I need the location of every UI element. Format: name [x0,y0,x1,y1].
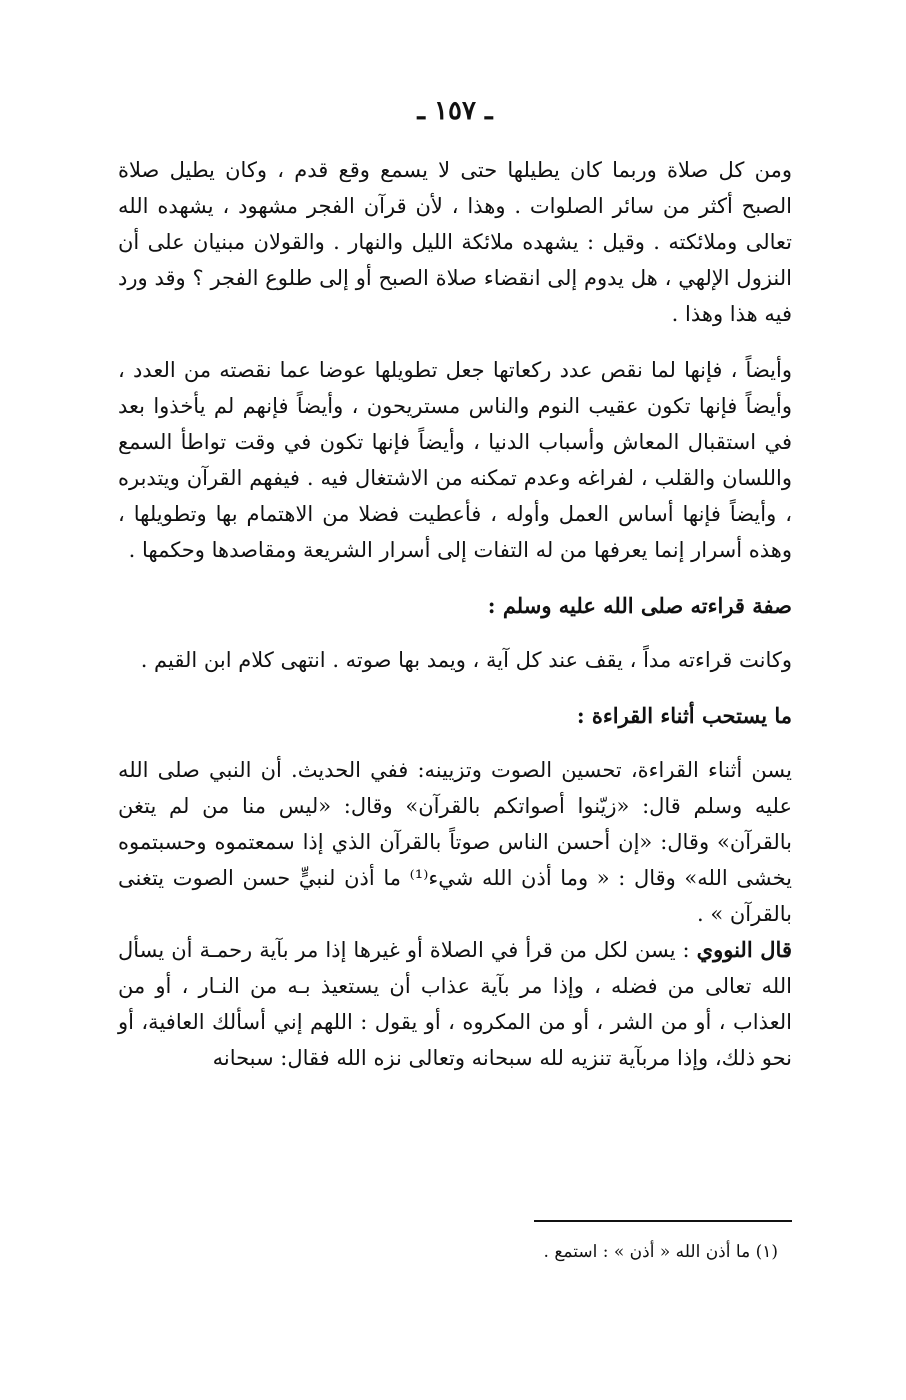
section-heading-recitation: صفة قراءته صلى الله عليه وسلم : [487,593,792,618]
page-number: ـ ١٥٧ ـ [417,96,493,126]
paragraph-reasons: وأيضاً ، فإنها لما نقص عدد ركعاتها جعل تطويلها عوضا عما نقصته من العدد ، وأيضاً فإنها تكون عقيب النوم والناس مستريحون ، وأيضاً فإنهم لم يأخذوا بعد في استقبال المعاش وأسباب الدنيا ، وأيضاً فإنها تكون في وقت تواطأ السمع واللسان والقلب ، لفراغه وعدم تمكنه من الاشتغال فيه . فيفهم القرآن ويتدبره ، وأيضاً فإنها أساس العمل وأوله ، فأعطيت فضلا من الاهتمام بها وتطويلها ، وهذه أسرار إنما يعرفها من له التفات إلى أسرار الشريعة ومقاصدها وحكمها . [118,358,792,562]
paragraph-nawawi [118,932,792,1076]
section-heading-recommended: ما يستحب أثناء القراءة : [576,703,792,728]
nawawi-lead: قال النووي [696,937,792,962]
footnote-divider [534,1220,792,1222]
footnote: (١) ما أذن الله « أذن » : استمع . [543,1242,778,1262]
paragraph-recitation: وكانت قراءته مداً ، يقف عند كل آية ، ويمد بها صوته . انتهى كلام ابن القيم . [140,648,792,672]
page-body [118,96,792,1096]
paragraph-voice: يسن أثناء القراءة، تحسين الصوت وتزيينه: ففي الحديث. أن النبي صلى الله عليه وسلم قال: «زيّنوا أصواتكم بالقرآن» وقال: «ليس منا من لم يتغن بالقرآن» وقال: «إن أحسن الناس صوتاً بالقرآن الذي إذا سمعتموه وحسبتموه يخشى الله» وقال : « وما أذن الله شيء⁽¹⁾ ما أذن لنبيٍّ حسن الصوت يتغنى بالقرآن » . [118,758,792,926]
nawawi-text: : يسن لكل من قرأ في الصلاة أو غيرها إذا مر بآية رحمـة أن يسأل الله تعالى من فضله ، وإذا مر بآية عذاب أن يستعيذ بـه من النـار ، أو من العذاب ، أو من الشر ، أو من المكروه ، أو يقول : اللهم إني أسألك العافية، أو نحو ذلك، وإذا مربآية تنزيه لله سبحانه وتعالى نزه الله فقال: سبحانه [118,938,792,1070]
paragraph-dawn-prayer: ومن كل صلاة وربما كان يطيلها حتى لا يسمع وقع قدم ، وكان يطيل صلاة الصبح أكثر من سائر الصلوات . وهذا ، لأن قرآن الفجر مشهود ، يشهده الله تعالى وملائكته . وقيل : يشهده ملائكة الليل والنهار . والقولان مبنيان على أن النزول الإلهي ، هل يدوم إلى انقضاء صلاة الصبح أو إلى طلوع الفجر ؟ وقد ورد فيه هذا وهذا . [118,158,792,326]
